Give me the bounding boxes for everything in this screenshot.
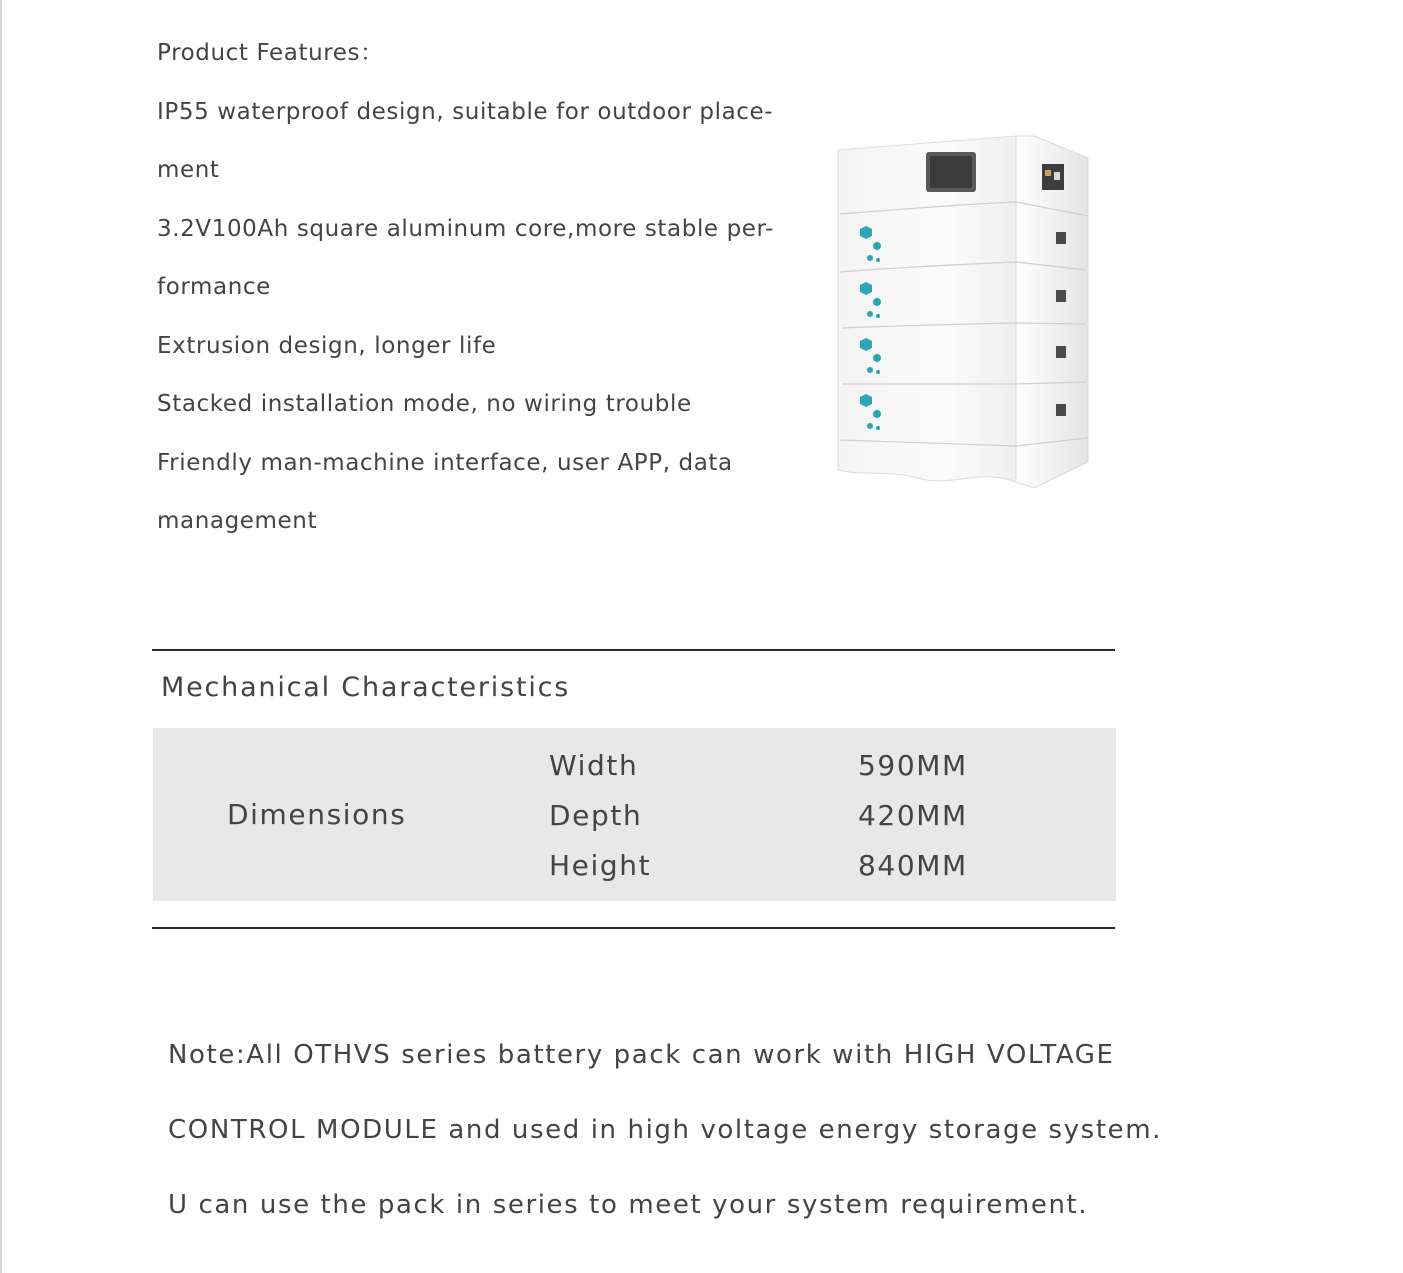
page-edge [0, 0, 2, 1273]
features-heading: Product Features： [157, 40, 384, 66]
section-divider-bottom [152, 927, 1115, 929]
note-line: Note:All OTHVS series battery pack can work with HIGH VOLTAGE [168, 1040, 1115, 1070]
mechanical-title: Mechanical Characteristics [161, 672, 571, 703]
spec-name: Height [549, 849, 652, 882]
spec-value: 590MM [858, 749, 968, 782]
product-features [157, 36, 777, 563]
feature-line: management [157, 508, 318, 534]
spec-name: Width [549, 749, 639, 782]
feature-line: 3.2V100Ah square aluminum core,more stable per- [157, 215, 775, 242]
spec-value: 840MM [858, 849, 968, 882]
feature-line: Extrusion design, longer life [157, 332, 497, 359]
note-block [168, 1036, 1168, 1261]
feature-line: Friendly man-machine interface, user APP, data [157, 449, 733, 476]
note-line: U can use the pack in series to meet your system requirement. [168, 1190, 1089, 1220]
feature-line: formance [157, 274, 271, 300]
note-line: CONTROL MODULE and used in high voltage energy storage system. [168, 1115, 1163, 1145]
spec-value: 420MM [858, 799, 968, 832]
feature-line: Stacked installation mode, no wiring trouble [157, 391, 692, 417]
dimensions-label: Dimensions [227, 798, 407, 831]
section-divider-top [152, 649, 1115, 651]
dimensions-table [153, 728, 1116, 901]
feature-line: IP55 waterproof design, suitable for outdoor place- [157, 98, 774, 125]
spec-name: Depth [549, 799, 643, 832]
battery-pack-image [830, 128, 1096, 498]
feature-line: ment [157, 157, 220, 183]
